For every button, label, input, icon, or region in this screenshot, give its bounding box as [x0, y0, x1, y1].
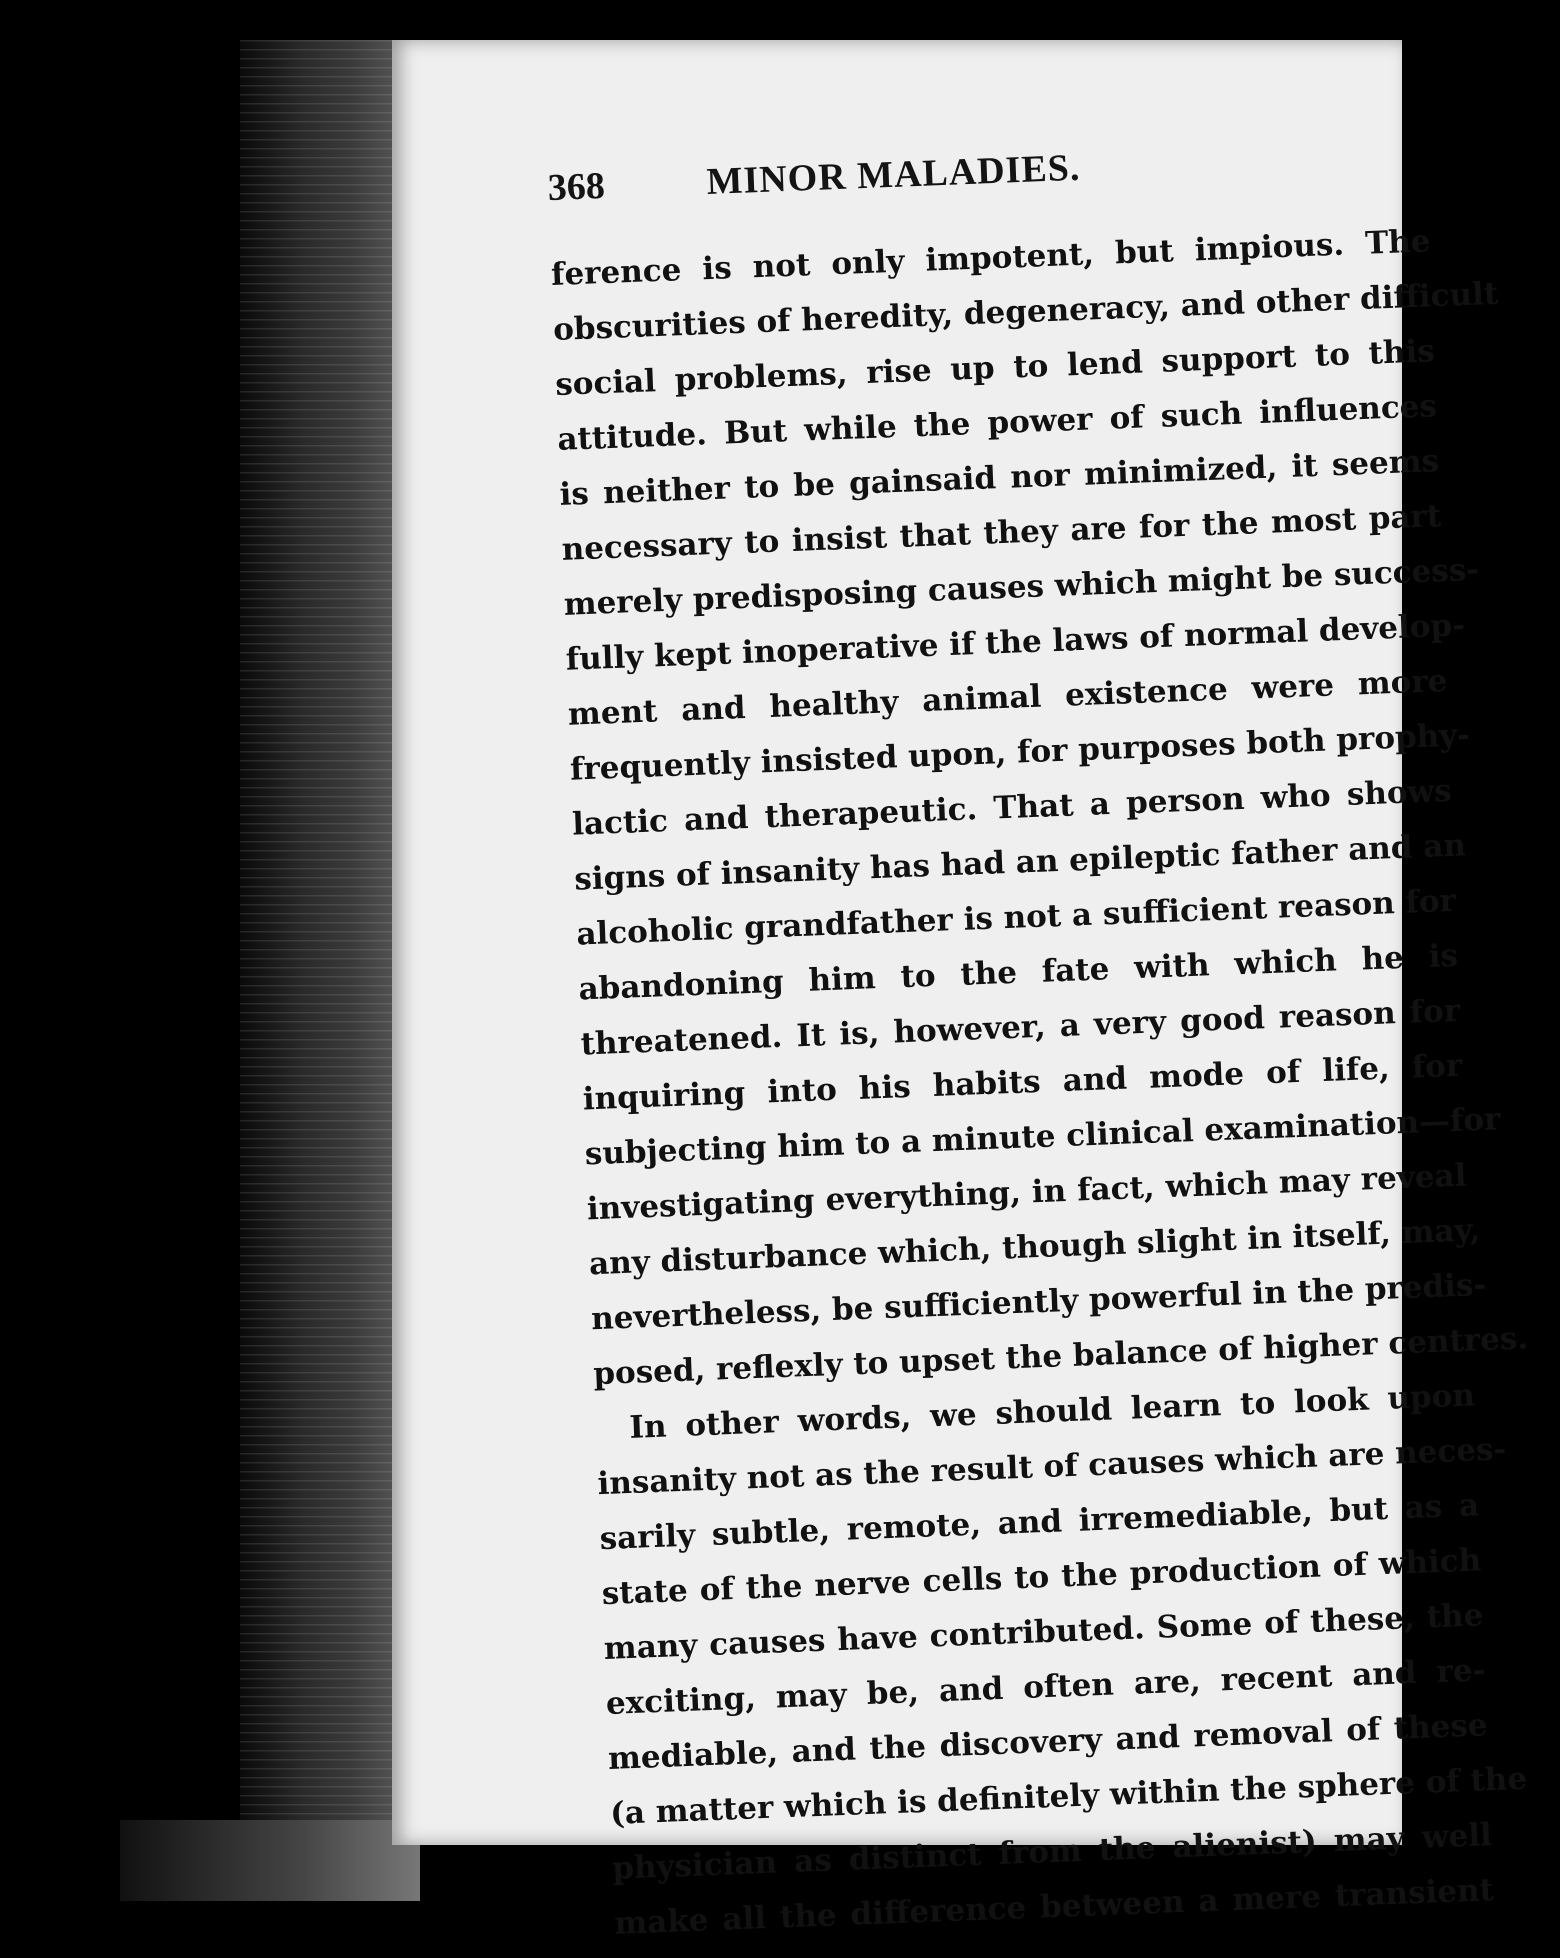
text-line: investigating everything, in fact, which may reveal [586, 1157, 1468, 1228]
text-line: (a matter which is definitely within the sphere of the [609, 1760, 1528, 1832]
text-line: frequently insisted upon, for purposes both prophy- [569, 717, 1471, 788]
text-line: inquiring into his habits and mode of life, for [582, 1047, 1463, 1118]
text-line: is neither to be gainsaid nor minimized, it seems [558, 443, 1440, 513]
text-line: ference is not only impotent, but impious. The [550, 223, 1432, 294]
paragraph [594, 1368, 1528, 1951]
text-line: insanity not as the result of causes which are neces- [596, 1431, 1507, 1503]
text-line: sarily subtle, remote, and irremediable, but as a [599, 1487, 1480, 1558]
page-number: 368 [546, 164, 606, 210]
page-content [392, 1, 1529, 1942]
text-line: nevertheless, be sufficiently powerful in the predis- [590, 1266, 1487, 1338]
text-line: attitude. But while the power of such influences [556, 388, 1438, 458]
text-line: state of the nerve cells to the production of which [601, 1542, 1482, 1613]
text-line: signs of insanity has had an epileptic father and an [573, 827, 1467, 898]
running-head [547, 135, 1368, 210]
text-line: mediable, and the discovery and removal of these [607, 1707, 1489, 1777]
book-gutter-edge [240, 40, 400, 1830]
text-line: many causes have contributed. Some of these, the [603, 1597, 1484, 1668]
text-line: fully kept inoperative if the laws of normal develop- [565, 607, 1466, 678]
text-line: exciting, may be, and often are, recent and re- [605, 1652, 1487, 1722]
text-line: obscurities of heredity, degeneracy, and other difficult [552, 275, 1499, 349]
text-line: social problems, rise up to lend support to this [554, 333, 1436, 403]
text-line: alcoholic grandfather is not a sufficient reason for [575, 882, 1457, 953]
book-page [392, 40, 1529, 1942]
text-line: physician as distinct from the alienist) may well [611, 1817, 1493, 1887]
text-line: ment and healthy animal existence were more [567, 662, 1449, 733]
text-line: abandoning him to the fate with which he is [577, 937, 1459, 1008]
text-line: lactic and therapeutic. That a person who shows [571, 772, 1453, 843]
text-line: subjecting him to a minute clinical examination—for [584, 1101, 1502, 1173]
text-line: threatened. It is, however, a very good reason for [580, 992, 1461, 1063]
paragraph [550, 214, 1529, 1402]
text-line: any disturbance which, though slight in itself, may, [588, 1212, 1481, 1283]
text-line: make all the difference between a mere transient [613, 1872, 1495, 1942]
running-title: MINOR MALADIES. [705, 146, 1082, 204]
body-text [550, 214, 1529, 1952]
text-line: merely predisposing causes which might be success- [563, 551, 1480, 623]
book-bottom-edge [120, 1820, 420, 1901]
text-line: necessary to insist that they are for the most part [561, 498, 1442, 568]
text-line: In other words, we should learn to look upon [628, 1377, 1476, 1446]
text-line: posed, reflexly to upset the balance of higher centres. [592, 1320, 1529, 1393]
